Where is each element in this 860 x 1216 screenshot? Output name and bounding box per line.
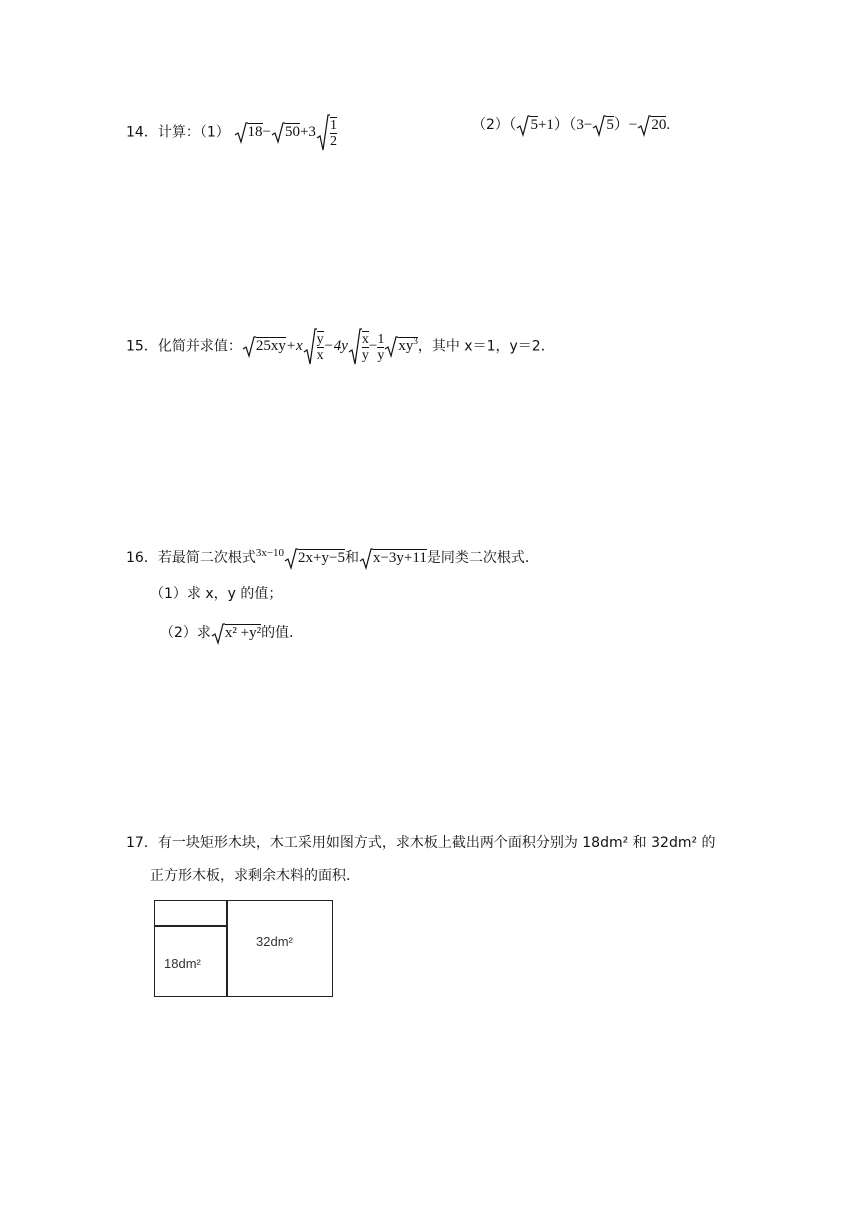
q16-root-index: 3x−10 bbox=[255, 547, 285, 559]
question-14 bbox=[126, 114, 337, 152]
sqrt-symbol bbox=[516, 115, 530, 137]
q15-exponent: 3 bbox=[413, 336, 418, 347]
sqrt-symbol bbox=[316, 114, 330, 152]
q14-prefix: 计算：（1） bbox=[157, 124, 230, 141]
q16-prefix: 若最简二次根式 bbox=[157, 550, 256, 566]
fraction-numerator: x bbox=[361, 332, 369, 347]
q14-part1-expression bbox=[230, 118, 337, 149]
q15-prefix: 化简并求值： bbox=[157, 338, 242, 355]
q14-minus: − bbox=[262, 124, 271, 141]
fraction-denominator: y bbox=[361, 348, 369, 363]
question-17-line-2 bbox=[150, 865, 360, 887]
q15-term-2: −4y bbox=[323, 338, 348, 355]
q16-suffix: 是同类二次根式． bbox=[426, 550, 539, 566]
q17-line2: 正方形木板，求剩余木料的面积． bbox=[150, 868, 360, 884]
paren-open: （ bbox=[508, 117, 517, 133]
q15-number: 15． bbox=[126, 338, 158, 355]
sqrt-symbol bbox=[359, 548, 373, 570]
q17-number: 17． bbox=[126, 835, 158, 851]
q16-and: 和 bbox=[344, 550, 359, 566]
q15-radicand-4: xy bbox=[398, 338, 414, 355]
q16-sub-1 bbox=[150, 583, 282, 605]
q16-sub2-suffix: 的值． bbox=[261, 625, 304, 641]
sqrt-symbol bbox=[303, 328, 317, 366]
sqrt-symbol bbox=[637, 115, 651, 137]
q15-minus: − bbox=[368, 338, 378, 355]
q14-radicand-2: 50 bbox=[284, 124, 300, 141]
sqrt-symbol bbox=[234, 122, 248, 144]
period: . bbox=[666, 117, 671, 133]
q14-number: 14． bbox=[126, 124, 158, 141]
q15-suffix: ，其中 x＝1，y＝2． bbox=[417, 338, 555, 355]
q15-fraction-3 bbox=[377, 332, 384, 363]
q14-part2-label: （2） bbox=[472, 117, 509, 133]
sqrt-symbol bbox=[211, 623, 225, 645]
q15-expression bbox=[242, 331, 418, 363]
question-15 bbox=[126, 328, 555, 366]
q16-radicand-2: x−3y+11 bbox=[372, 550, 427, 566]
q16-radicand-1: 2x+y−5 bbox=[298, 550, 345, 566]
q14-part2-expression bbox=[509, 117, 670, 133]
q17-line1: 有一块矩形木块，木工采用如图方式，求木板上截出两个面积分别为 18dm² 和 32dm² 的 bbox=[157, 835, 716, 851]
q15-term-1: +x bbox=[285, 338, 303, 355]
sqrt-symbol bbox=[348, 328, 362, 366]
q16-sub2-prefix: （2）求 bbox=[160, 625, 211, 641]
q15-radicand-1: 25xy bbox=[255, 338, 286, 355]
q16-sub-2 bbox=[160, 622, 303, 645]
fraction-denominator: 2 bbox=[329, 134, 337, 149]
sqrt-symbol bbox=[284, 548, 298, 570]
q17-figure bbox=[154, 900, 334, 998]
sqrt-symbol bbox=[384, 336, 398, 358]
q14-plus: +3 bbox=[299, 124, 316, 141]
q16-sub2-radicand: x² +y² bbox=[224, 625, 262, 641]
q15-fraction-1 bbox=[317, 331, 324, 363]
divider-horizontal bbox=[154, 925, 227, 927]
q14-part2-radicand-1: 5 bbox=[530, 117, 538, 133]
sqrt-symbol bbox=[592, 115, 606, 137]
q16-sub1-text: （1）求 x，y 的值； bbox=[150, 586, 283, 602]
q14-fraction bbox=[330, 117, 337, 149]
q14-part2-middle: +1）（3− bbox=[537, 117, 593, 133]
q15-fraction-2 bbox=[362, 331, 369, 363]
sqrt-symbol bbox=[242, 336, 256, 358]
outer-rectangle bbox=[154, 900, 333, 997]
divider-vertical bbox=[226, 900, 228, 997]
label-32dm2: 32dm² bbox=[256, 934, 293, 949]
question-14-part-2 bbox=[472, 114, 670, 137]
q14-part2-radicand-3: 20 bbox=[651, 117, 667, 133]
q14-radicand-1: 18 bbox=[247, 124, 263, 141]
sqrt-symbol bbox=[271, 122, 285, 144]
fraction-numerator: y bbox=[316, 332, 324, 347]
fraction-denominator: y bbox=[377, 347, 385, 363]
fraction-denominator: x bbox=[316, 348, 324, 363]
label-18dm2: 18dm² bbox=[164, 956, 201, 971]
q16-number: 16． bbox=[126, 550, 158, 566]
fraction-numerator: 1 bbox=[329, 118, 337, 133]
fraction-numerator: 1 bbox=[377, 331, 385, 347]
q14-part2-radicand-2: 5 bbox=[606, 117, 614, 133]
q14-part2-close: ）− bbox=[613, 117, 638, 133]
q16-expression bbox=[255, 547, 345, 566]
question-17 bbox=[126, 832, 716, 854]
question-16 bbox=[126, 542, 539, 570]
